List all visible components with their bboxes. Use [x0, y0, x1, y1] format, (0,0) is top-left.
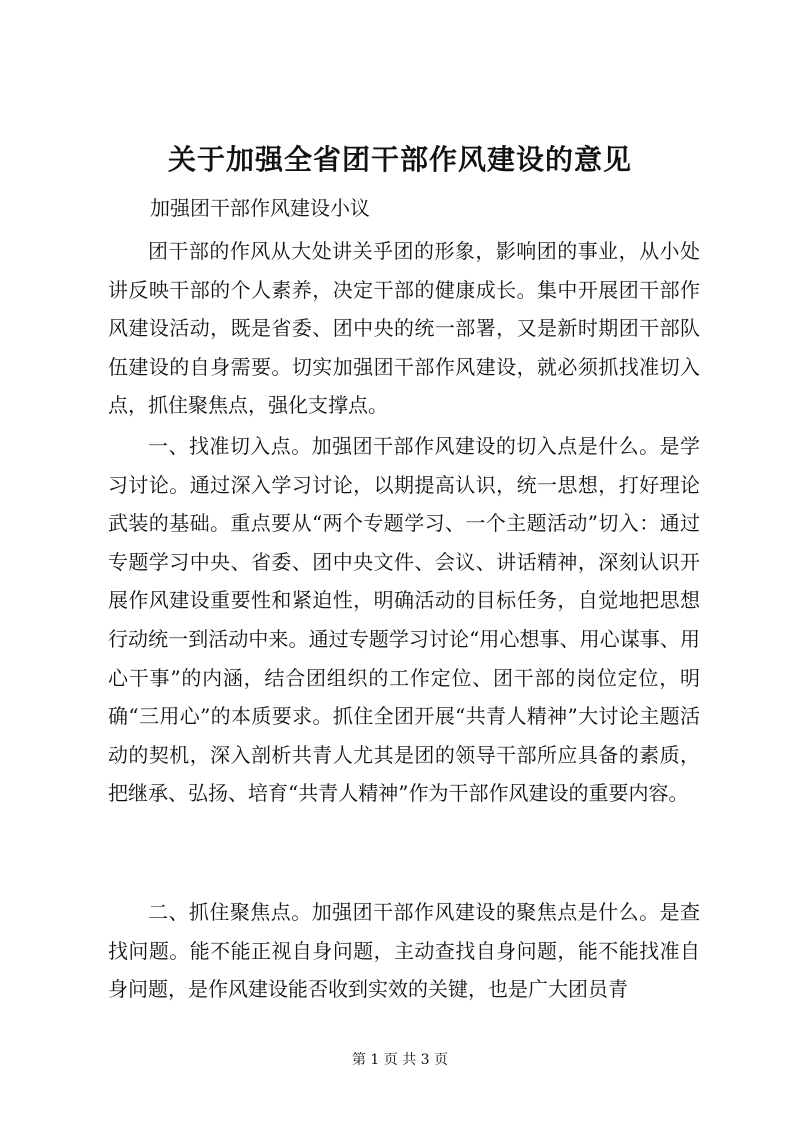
- page-number-footer: 第 1 页 共 3 页: [351, 1052, 449, 1068]
- document-subtitle: 加强团干部作风建设小议: [150, 196, 370, 220]
- paragraph-intro: 团干部的作风从大处讲关乎团的形象，影响团的事业，从小处讲反映干部的个人素养，决定干部的健康成长。集中开展团干部作风建设活动，既是省委、团中央的统一部署，又是新时期团干部队伍建设的自身需要。切实加强团干部作风建设，就必须抓找准切入点，抓住聚焦点，强化支撑点。: [108, 239, 700, 418]
- document-title: 关于加强全省团干部作风建设的意见: [167, 143, 632, 176]
- paragraph-section-one: 一、找准切入点。加强团干部作风建设的切入点是什么。是学习讨论。通过深入学习讨论，以期提高认识，统一思想，打好理论武装的基础。重点要从“两个专题学习、一个主题活动”切入：通过专题学习中央、省委、团中央文件、会议、讲话精神，深刻认识开展作风建设重要性和紧迫性，明确活动的目标任务，自觉地把思想行动统一到活动中来。通过专题学习讨论“用心想事、用心谋事、用心干事”的内涵，结合团组织的工作定位、团干部的岗位定位，明确“三用心”的本质要求。抓住全团开展“共青人精神”大讨论主题活动的契机，深入剖析共青人尤其是团的领导干部所应具备的素质，把继承、弘扬、培育“共青人精神”作为干部作风建设的重要内容。: [108, 434, 700, 806]
- paragraph-section-two: 二、抓住聚焦点。加强团干部作风建设的聚焦点是什么。是查找问题。能不能正视自身问题，主动查找自身问题，能不能找准自身问题，是作风建设能否收到实效的关键，也是广大团员青: [108, 900, 700, 1002]
